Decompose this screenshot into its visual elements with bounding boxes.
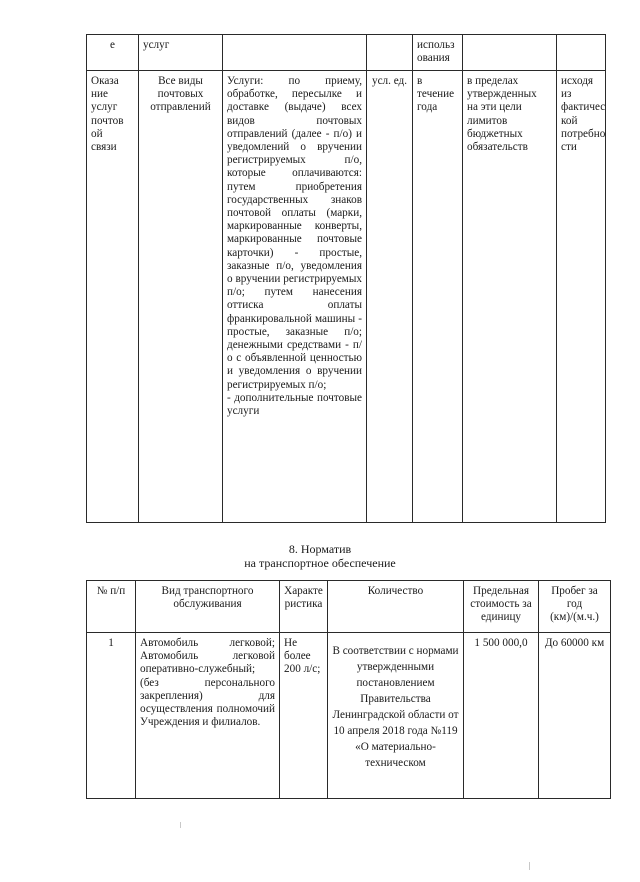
row-num-cell: 1 <box>87 633 136 799</box>
transport-table <box>86 580 611 799</box>
header-service: Вид транспортного обслуживания <box>136 581 280 633</box>
service-name-cell: Оказа ние услуг почтов ой связи <box>87 71 139 523</box>
quantity-cell <box>328 633 464 799</box>
cell <box>557 35 606 71</box>
cell <box>367 35 413 71</box>
scan-artifact <box>529 862 530 870</box>
table1-continuation-row <box>87 35 606 71</box>
scan-artifact <box>180 822 181 828</box>
header-quantity: Количество <box>328 581 464 633</box>
header-mileage: Пробег за год (км)/(м.ч.) <box>539 581 611 633</box>
basis-cell: исходя из фактичес кой потребно сти <box>557 71 606 523</box>
spec-cell: Не более 200 л/с; <box>280 633 328 799</box>
mileage-cell: До 60000 км <box>539 633 611 799</box>
header-price: Предельная стоимость за единицу <box>464 581 539 633</box>
section-subtitle: на транспортное обеспечение <box>244 556 396 570</box>
header-num: № п/п <box>87 581 136 633</box>
postal-services-table <box>86 34 606 523</box>
table2-header-row <box>87 581 611 633</box>
table1-row-postal <box>87 71 606 523</box>
table2-row-1 <box>87 633 611 799</box>
service-description-cell: Услуги: по приему, обработке, пересылке и доставке (выдаче) всех видов почтовых отправлений (далее - п/о) и уведомлений о вручении регистрируемых п/о, которые оплачиваются: путем приобретения государственных знаков почтовой оплаты (марки, маркированные конверты, маркированные почтовые карточки) - простые, заказные п/о, уведомления о вручении регистрируемых п/о; путем нанесения оттиска оплаты франкировальной машины - простые, заказные п/о; денежными средствами - п/о с объявленной ценностью и уведомления о вручении регистрируемых п/о; - дополнительные почтовые услуги <box>223 71 367 523</box>
header-spec: Характе ристика <box>280 581 328 633</box>
section-title: 8. Норматив <box>288 542 352 556</box>
price-cell: 1 500 000,0 <box>464 633 539 799</box>
cell: использ ования <box>413 35 463 71</box>
cell: услуг <box>139 35 223 71</box>
cell <box>223 35 367 71</box>
service-kind-cell: Все виды почтовых отправлений <box>139 71 223 523</box>
cell <box>463 35 557 71</box>
quantity-text: В соответствии с нормами утвержденными постановлением Правительства Ленинградской области от 10 апреля 2018 года №119 «О материально-техническом <box>332 645 459 769</box>
cell: е <box>87 35 139 71</box>
period-cell: в течение года <box>413 71 463 523</box>
unit-cell: усл. ед. <box>367 71 413 523</box>
service-type-cell: Автомобиль легковой; Автомобиль легковой оперативно-служебный; (без персонального закрепления) для осуществления полномочий Учреждения и филиалов. <box>136 633 280 799</box>
limit-cell: в пределах утвержденных на эти цели лимитов бюджетных обязательств <box>463 71 557 523</box>
